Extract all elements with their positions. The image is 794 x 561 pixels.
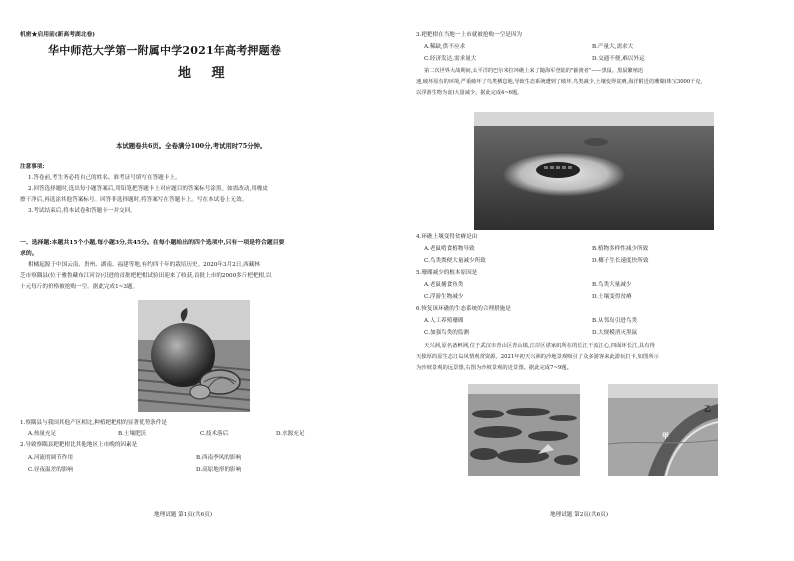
intro2-line: 以浮游生物为食)大量减少。据此完成4~6题。 <box>416 90 523 96</box>
q1-option-d: D.水源充足 <box>276 431 305 437</box>
q5-option-c: C.浮游生物减少 <box>424 294 464 300</box>
right-page <box>412 0 792 561</box>
school-title: 华中师范大学第一附属中学2021年高考押题卷 <box>48 44 282 57</box>
confidential-mark: 机密★启用前(新高考湖北卷) <box>20 32 96 38</box>
intro3-line: 天独厚的原生态江岛风情观赏资源。2021年初天兴洲的沙地景观吸引了众多游客来此游玩打卡,如图所示 <box>416 354 659 360</box>
question-5: 5.珊瑚减少的根本原因是 <box>416 270 478 276</box>
question-3: 3.耙耙柑在当地一上市就被抢购一空是因为 <box>416 32 523 38</box>
page-footer: 地理试题 第2页(共6页) <box>550 512 609 518</box>
section1-heading-tail: 求的。 <box>20 250 38 257</box>
citrus-photo <box>138 300 250 412</box>
q2-option-b: B.西南季风的影响 <box>196 455 242 461</box>
intro3-line: 天兴洲,原名备鲆洲,位于武汉市青山区青山镇,江岸区谌家矶所在的长江干流江心,四面环长江,具有得 <box>424 343 655 349</box>
photo-label-yi: 乙 <box>704 404 711 413</box>
q2-option-a: A.河流的调节作用 <box>28 455 73 461</box>
q4-option-b: B.植物多样性减少所致 <box>592 246 649 252</box>
note-line: 2.回答选择题时,选出每小题答案后,用铅笔把答题卡上对应题目的答案标号涂黑。如需改动,用橡皮 <box>28 186 269 192</box>
q1-option-c: C.技术落后 <box>200 431 229 437</box>
left-page <box>18 0 398 561</box>
section1-heading: 一、选择题:本题共15个小题,每小题3分,共45分。在每小题给出的四个选项中,只有一项是符合题目要 <box>20 239 285 246</box>
intro2-line: 第二次世界大战期间,太平洋的巴尔米拉环礁上来了随海军登陆的"偷渡者"——黑鼠。黑鼠繁殖迅 <box>424 68 644 74</box>
sand-far-view-photo <box>468 384 580 476</box>
q6-option-a: A.人工养殖珊瑚 <box>424 318 464 324</box>
q3-option-b: B.产量大,需求大 <box>592 44 634 50</box>
question-4: 4.环礁土壤变得贫瘠是由 <box>416 234 478 240</box>
subject-title: 地 理 <box>178 66 233 81</box>
q1-option-a: A.热量充足 <box>28 431 57 437</box>
q6-option-b: B.从邻岛引进鸟类 <box>592 318 638 324</box>
q3-option-c: C.经济发达,需求量大 <box>424 56 477 62</box>
intro-line: 十元每斤的价格被抢购一空。据此完成1~3题。 <box>20 284 139 290</box>
intro-line: 柑橘起源于中国云南、贵州、湖南、福建等地,有约四千年的栽培历史。2020年3月2日,西藏林 <box>28 262 260 268</box>
q2-option-c: C.昼夜温差的影响 <box>28 467 74 473</box>
q4-option-d: D.椰子生长速度快所致 <box>592 258 649 264</box>
q3-option-d: D.交通不便,难以外运 <box>592 56 645 62</box>
question-1: 1.察隅县与我国其他产区相比,种植耙耙柑的显著优势条件是 <box>20 420 167 426</box>
intro3-line: 为沙坡景观的远景图,右图为沙坡景观的近景图。据此完成7~9题。 <box>416 365 572 371</box>
q1-option-b: B.土壤肥沃 <box>118 431 147 437</box>
atoll-photo <box>474 112 714 230</box>
note-line: 3.考试结束后,将本试卷和答题卡一并交回。 <box>28 208 136 214</box>
q3-option-a: A.稀缺,供不应求 <box>424 44 466 50</box>
q5-option-b: B.鸟类大量减少 <box>592 282 632 288</box>
q6-option-d: D.大规模消灭黑鼠 <box>592 330 638 336</box>
intro-line: 芝市察隅县(位于雅鲁藏布江河谷)引进的首批杷杷柑试验田迎来了收获,首批上市的2000多斤杷杷柑,以 <box>20 273 272 279</box>
note-line: 1.答卷前,考生务必将自己的姓名、准考证号填写在答题卡上。 <box>28 175 181 181</box>
exam-info: 本试题卷共6页。全卷满分100分,考试用时75分钟。 <box>116 142 267 150</box>
page-footer: 地理试题 第1页(共6页) <box>154 512 213 518</box>
q4-option-c: C.鸟类粪便大量减少所致 <box>424 258 486 264</box>
sand-near-view-photo <box>608 384 718 476</box>
notes-title: 注意事项: <box>20 164 45 170</box>
intro2-line: 速,破坏原有的环境,严重破坏了鸟类栖息地,导致生态系统遭到了破坏,鸟类减少,土壤变得贫瘠,海洋附近的珊瑚(珠宝3000千克, <box>416 79 703 85</box>
question-2: 2.导致察隅县耙耙柑比其他地区上市晚的因素是 <box>20 442 138 448</box>
question-6: 6.恢复该环礁的生态系统的合理措施是 <box>416 306 511 312</box>
q6-option-c: C.加强鸟类的监测 <box>424 330 470 336</box>
q5-option-d: D.土壤变得贫瘠 <box>592 294 632 300</box>
note-line: 擦干净后,再选涂其他答案标号。回答非选择题时,将答案写在答题卡上。写在本试卷上无效。 <box>20 197 248 203</box>
q2-option-d: D.高原地形的影响 <box>196 467 242 473</box>
q4-option-a: A.老鼠啃食植物导致 <box>424 246 475 252</box>
photo-label-jia: 甲 <box>662 431 669 440</box>
q5-option-a: A.老鼠捕食鱼类 <box>424 282 464 288</box>
